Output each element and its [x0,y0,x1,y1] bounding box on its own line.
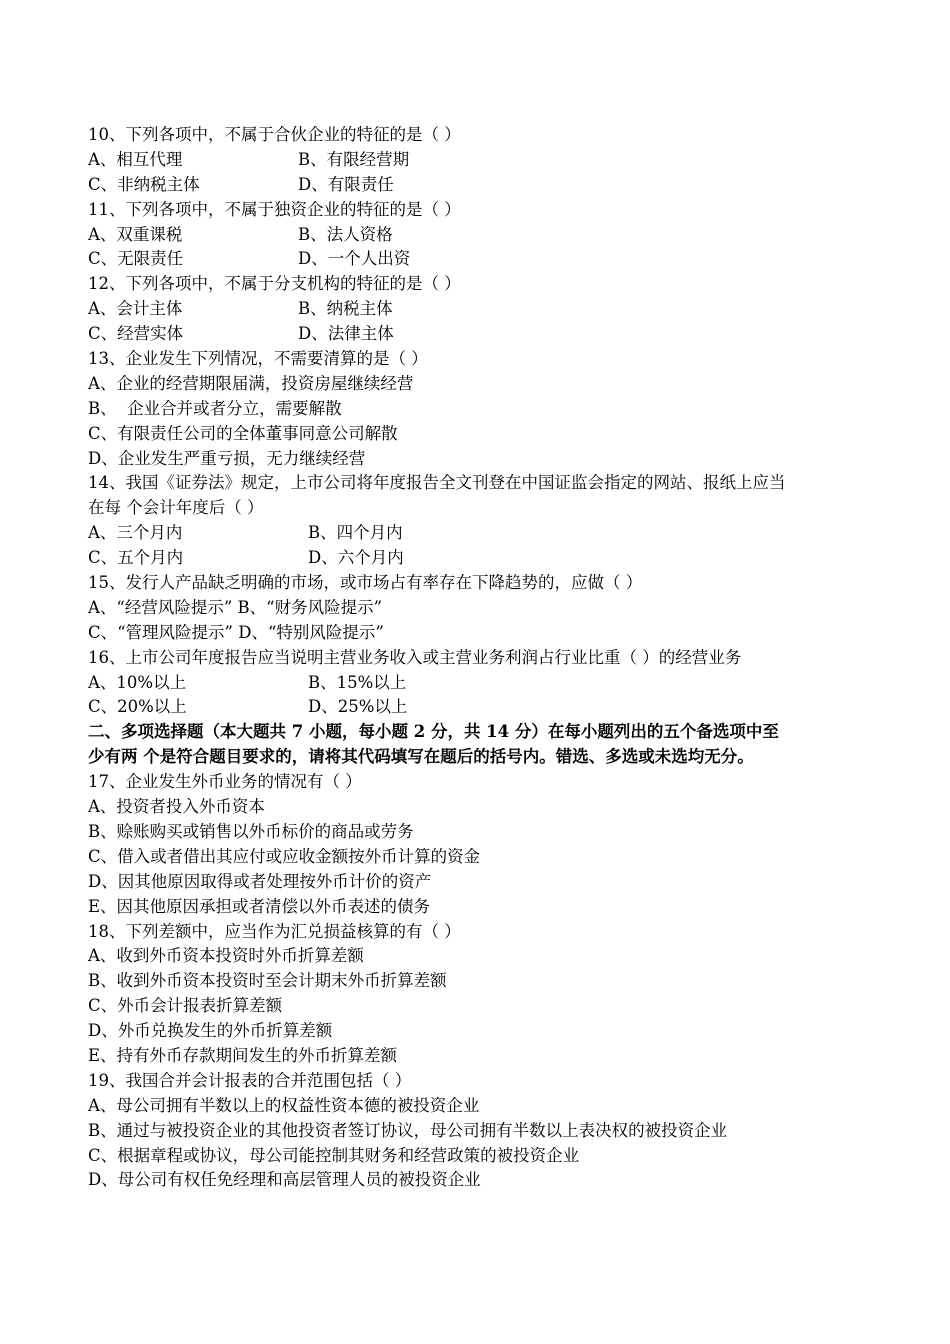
question-text: 在每 个会计年度后（ ） [88,498,264,518]
option-line: B、收到外币资本投资时至会计期末外币折算差额 [88,971,447,991]
option-left: C、20%以上 [88,697,187,717]
option-line: D、企业发生严重亏损，无力继续经营 [88,448,366,468]
section-heading: 少有两 个是符合题目要求的，请将其代码填写在题后的括号内。错选、多选或未选均无分。 [88,747,754,767]
option-row [88,322,888,347]
option-row [88,695,888,720]
option-line: B、 企业合并或者分立，需要解散 [88,398,342,418]
section-heading: 二、多项选择题（本大题共 7 小题，每小题 2 分，共 14 分）在每小题列出的五个备选项中至 [88,722,779,742]
option-line: A、收到外币资本投资时外币折算差额 [88,946,364,966]
exam-page [88,123,888,1193]
option-row [88,297,888,322]
question-text: 16、上市公司年度报告应当说明主营业务收入或主营业务利润占行业比重（ ）的经营业务 [88,647,742,667]
option-line: C、借入或者借出其应付或应收金额按外币计算的资金 [88,846,481,866]
option-right: D、一个人出资 [298,249,411,269]
option-left: A、三个月内 [88,523,183,543]
question-text: 19、我国合并会计报表的合并范围包括（ ） [88,1070,412,1090]
question-text: 12、下列各项中，不属于分支机构的特征的是（ ） [88,274,461,294]
option-right: B、四个月内 [308,523,403,543]
option-right: D、25%以上 [308,697,408,717]
option-left: C、经营实体 [88,324,184,344]
option-row [88,671,888,696]
option-right: D、六个月内 [308,548,404,568]
option-right: B、纳税主体 [298,299,393,319]
option-line: D、外币兑换发生的外币折算差额 [88,1021,333,1041]
option-right: B、有限经营期 [298,149,410,169]
question-text: 13、企业发生下列情况，不需要清算的是（ ） [88,349,428,369]
option-left: A、10%以上 [88,672,187,692]
option-line: D、母公司有权任免经理和高层管理人员的被投资企业 [88,1170,481,1190]
question-text: 18、下列差额中，应当作为汇兑损益核算的有（ ） [88,921,461,941]
option-left: C、无限责任 [88,249,184,269]
option-right: D、法律主体 [298,324,394,344]
option-line: E、持有外币存款期间发生的外币折算差额 [88,1045,398,1065]
option-row [88,173,888,198]
option-left: C、五个月内 [88,548,184,568]
option-line: C、根据章程或协议，母公司能控制其财务和经营政策的被投资企业 [88,1145,580,1165]
option-right: D、有限责任 [298,174,394,194]
option-row [88,223,888,248]
option-line: A、母公司拥有半数以上的权益性资本德的被投资企业 [88,1095,480,1115]
option-line: B、赊账购买或销售以外币标价的商品或劳务 [88,821,414,841]
option-left: A、会计主体 [88,299,183,319]
option-left: C、非纳税主体 [88,174,200,194]
question-text: 11、下列各项中，不属于独资企业的特征的是（ ） [88,199,461,219]
question-text: 15、发行人产品缺乏明确的市场，或市场占有率存在下降趋势的，应做（ ） [88,573,643,593]
option-left: A、双重课税 [88,224,183,244]
option-row [88,546,888,571]
option-line: C、有限责任公司的全体董事同意公司解散 [88,423,398,443]
option-line: C、外币会计报表折算差额 [88,996,283,1016]
option-line: A、投资者投入外币资本 [88,797,265,817]
question-text: 10、下列各项中，不属于合伙企业的特征的是（ ） [88,125,461,144]
option-line: A、企业的经营期限届满，投资房屋继续经营 [88,373,414,393]
option-row [88,521,888,546]
option-line: E、因其他原因承担或者清偿以外币表述的债务 [88,896,431,916]
question-text: 14、我国《证券法》规定，上市公司将年度报告全文刊登在中国证监会指定的网站、报纸上应当 [88,473,786,493]
option-row [88,247,888,272]
option-line: A、“经营风险提示” B、“财务风险提示” [88,597,383,617]
option-line: B、通过与被投资企业的其他投资者签订协议，母公司拥有半数以上表决权的被投资企业 [88,1120,728,1140]
option-line: D、因其他原因取得或者处理按外币计价的资产 [88,871,432,891]
question-text: 17、企业发生外币业务的情况有（ ） [88,772,362,792]
option-right: B、法人资格 [298,224,393,244]
option-left: A、相互代理 [88,149,183,169]
option-right: B、15%以上 [308,672,407,692]
option-line: C、“管理风险提示” D、“特别风险提示” [88,622,384,642]
option-row [88,148,888,173]
